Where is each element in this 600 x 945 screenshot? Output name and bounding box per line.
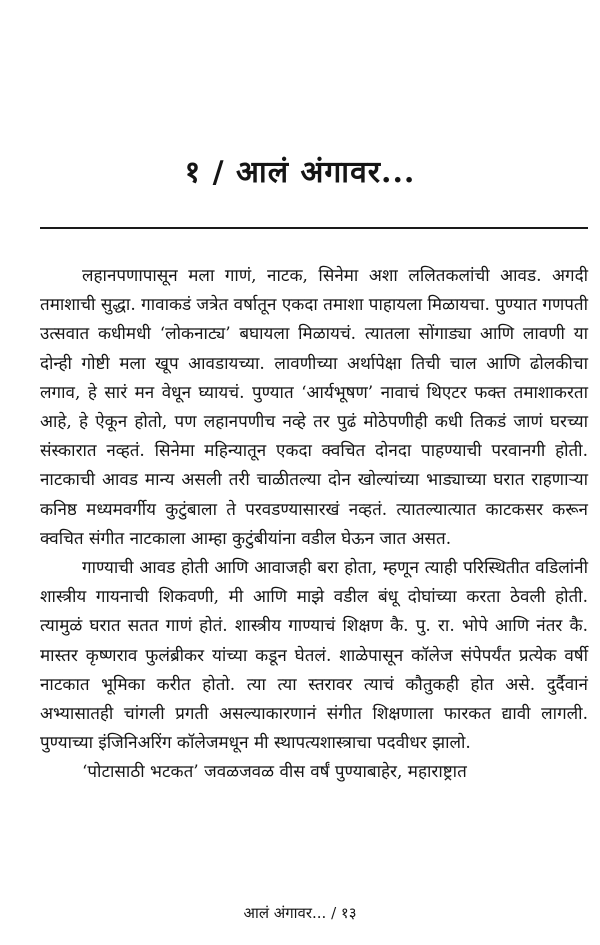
paragraph: लहानपणापासून मला गाणं, नाटक, सिनेमा अशा ललितकलांची आवड. अगदी तमाशाची सुद्धा. गावाकडं जत्रेत वर्षातून एकदा तमाशा पाहायला मिळायचा. पुण्यात गणपती उत्सवात कधीमधी ‘लोकनाट्य’ बघायला मिळायचं. त्यातला सोंगाड्या आणि लावणी या दोन्ही गोष्टी मला खूप आवडायच्या. लावणीच्या अर्थापेक्षा तिची चाल आणि ढोलकीचा लगाव, हे सारं मन वेधून घ्यायचं. पुण्यात ‘आर्यभूषण’ नावाचं थिएटर फक्त तमाशाकरता आहे, हे ऐकून होतो, पण लहानपणीच नव्हे तर पुढं मोठेपणीही कधी तिकडं जाणं घरच्या संस्कारात नव्हतं. सिनेमा महिन्यातून एकदा क्वचित दोनदा पाहण्याची परवानगी होती. नाटकाची आवड मान्य असली तरी चाळीतल्या दोन खोल्यांच्या भाड्याच्या घरात राहणाऱ्या कनिष्ठ मध्यमवर्गीय कुटुंबाला ते परवडण्यासारखं नव्हतं. त्यातल्यात्यात काटकसर करून क्वचित संगीत नाटकाला आम्हा कुटुंबीयांना वडील घेऊन जात असत. — [40, 266, 588, 549]
paragraph: ‘पोटासाठी भटकत’ जवळजवळ वीस वर्षं पुण्याबाहेर, महाराष्ट्रात — [82, 762, 467, 783]
page-footer: आलं अंगावर... / १३ — [243, 904, 357, 922]
paragraph: गाण्याची आवड होती आणि आवाजही बरा होता, म्हणून त्याही परिस्थितीत वडिलांनी शास्त्रीय गायनाची शिकवणी, मी आणि माझे वडील बंधू दोघांच्या करता ठेवली होती. त्यामुळं घरात सतत गाणं होतं. शास्त्रीय गाण्याचं शिक्षण कै. पु. रा. भोपे आणि नंतर कै. मास्तर कृष्णराव फुलंब्रीकर यांच्या कडून घेतलं. शाळेपासून कॉलेज संपेपर्यंत प्रत्येक वर्षी नाटकात भूमिका करीत होतो. त्या त्या स्तरावर त्याचं कौतुकही होत असे. दुर्दैवानं अभ्यासातही चांगली प्रगती असल्याकारणानं संगीत शिक्षणाला फारकत द्यावी लागली. पुण्याच्या इंजिनिअरिंग कॉलेजमधून मी स्थापत्यशास्त्राचा पदवीधर झालो. — [40, 558, 588, 754]
chapter-title: १ / आलं अंगावर... — [184, 155, 416, 190]
chapter-body — [40, 262, 588, 788]
title-divider — [40, 227, 588, 229]
